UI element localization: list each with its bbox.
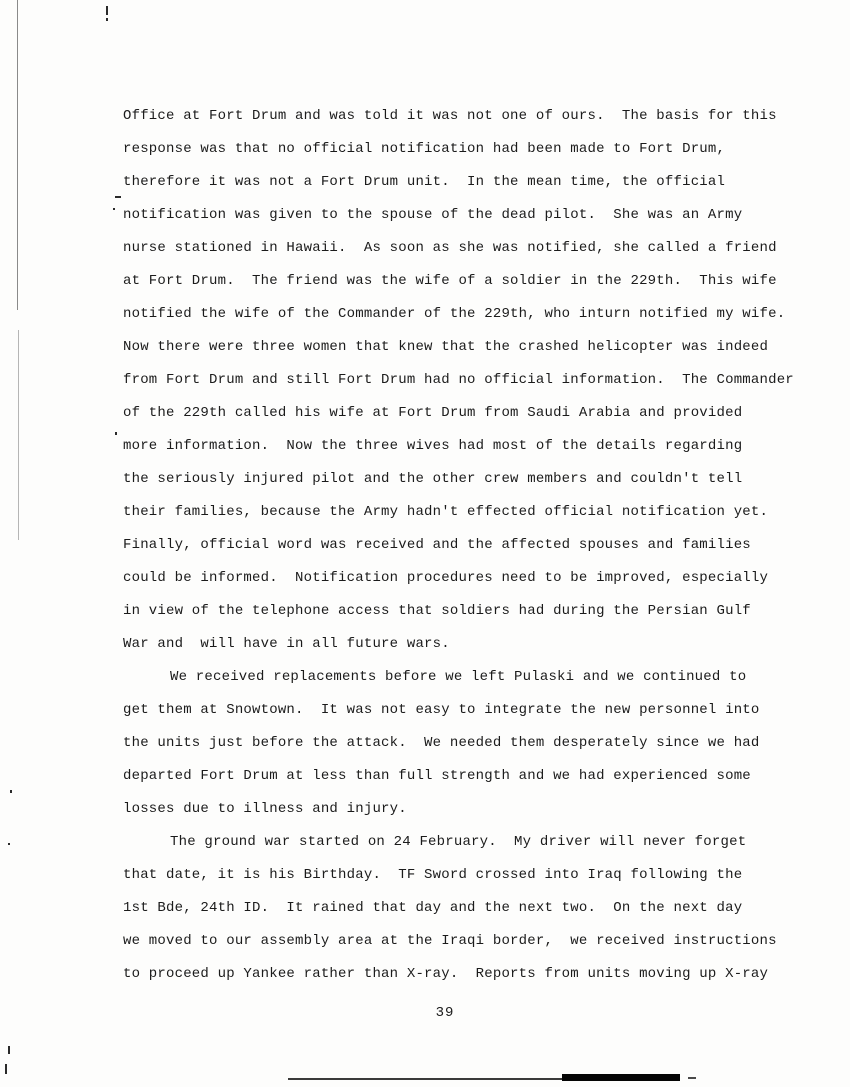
text-line: losses due to illness and injury. — [123, 801, 407, 817]
scan-artifact-vertical-line — [18, 330, 19, 540]
scan-artifact-speck — [10, 790, 12, 793]
text-line: War and will have in all future wars. — [123, 636, 450, 652]
text-line: could be informed. Notification procedures need to be improved, especially — [123, 570, 769, 586]
scan-artifact-mark — [106, 18, 108, 21]
text-line: more information. Now the three wives had most of the details regarding — [123, 438, 743, 454]
text-line: response was that no official notification had been made to Fort Drum, — [123, 141, 726, 157]
text-line: Finally, official word was received and the affected spouses and families — [123, 537, 751, 553]
text-line: get them at Snowtown. It was not easy to integrate the new personnel into — [123, 702, 760, 718]
scan-artifact-black-bar — [562, 1074, 680, 1081]
scan-artifact-speck — [8, 843, 10, 845]
text-line: their families, because the Army hadn't effected official notification yet. — [123, 504, 769, 520]
text-line: of the 229th called his wife at Fort Drum from Saudi Arabia and provided — [123, 405, 743, 421]
scan-artifact-vertical-line — [17, 0, 18, 310]
page-number: 39 — [435, 1005, 455, 1021]
scan-artifact-speck — [115, 196, 121, 198]
text-line: therefore it was not a Fort Drum unit. In the mean time, the official — [123, 174, 726, 190]
text-line: notified the wife of the Commander of the 229th, who inturn notified my wife. — [123, 306, 786, 322]
scan-artifact-mark — [8, 1046, 10, 1054]
scan-artifact-horizontal-line — [288, 1078, 562, 1080]
text-line: 1st Bde, 24th ID. It rained that day and the next two. On the next day — [123, 900, 743, 916]
document-body — [123, 100, 794, 991]
scan-artifact-speck — [115, 432, 117, 435]
text-line: Now there were three women that knew that the crashed helicopter was indeed — [123, 339, 769, 355]
text-line: The ground war started on 24 February. My driver will never forget — [170, 834, 747, 850]
text-line: the seriously injured pilot and the other crew members and couldn't tell — [123, 471, 743, 487]
text-line: at Fort Drum. The friend was the wife of a soldier in the 229th. This wife — [123, 273, 777, 289]
scan-artifact-mark — [688, 1077, 696, 1079]
text-line: we moved to our assembly area at the Iraqi border, we received instructions — [123, 933, 777, 949]
text-line: departed Fort Drum at less than full strength and we had experienced some — [123, 768, 751, 784]
scan-artifact-speck — [113, 208, 115, 210]
text-line: the units just before the attack. We needed them desperately since we had — [123, 735, 760, 751]
text-line: in view of the telephone access that soldiers had during the Persian Gulf — [123, 603, 751, 619]
scan-artifact-mark — [106, 6, 108, 15]
text-line: We received replacements before we left Pulaski and we continued to — [170, 669, 747, 685]
text-line: Office at Fort Drum and was told it was not one of ours. The basis for this — [123, 108, 777, 124]
text-line: that date, it is his Birthday. TF Sword crossed into Iraq following the — [123, 867, 743, 883]
text-line: notification was given to the spouse of the dead pilot. She was an Army — [123, 207, 743, 223]
text-line: nurse stationed in Hawaii. As soon as she was notified, she called a friend — [123, 240, 777, 256]
text-line: to proceed up Yankee rather than X-ray. Reports from units moving up X-ray — [123, 966, 769, 982]
scan-artifact-mark — [5, 1064, 7, 1074]
text-line: from Fort Drum and still Fort Drum had no official information. The Commander — [123, 372, 794, 388]
